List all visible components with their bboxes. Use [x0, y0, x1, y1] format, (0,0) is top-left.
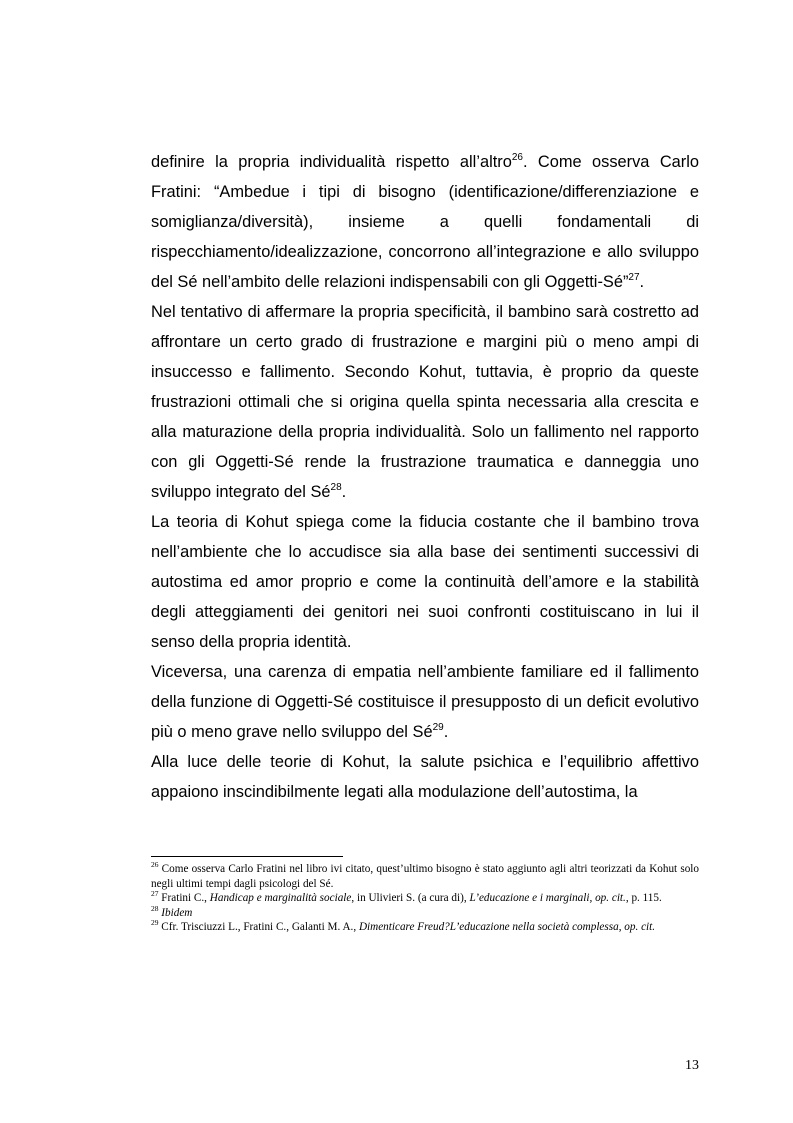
footnote-28: $^{28}$ Ibidem	[151, 903, 193, 919]
footnote-number: 26	[151, 860, 159, 869]
footnote-number: 27	[151, 889, 159, 898]
footnote-number: 29	[151, 918, 159, 927]
paragraph-3: La teoria di Kohut spiega come la fiducia costante che il bambino trova nell’ambiente che lo accudisce sia alla base dei sentimenti successivi di autostima ed amor proprio e come la continuità dell’amore e la stabilità degli atteggiamenti dei genitori nei suoi confronti costituiscano in lui il senso della propria identità.	[151, 513, 699, 651]
footnote-27: $^{27}$ Fratini C., Handicap e marginalità sociale, in Ulivieri S. (a cura di), L’educazione e i marginali, op. cit., p. 115.	[151, 889, 662, 904]
footnote-ref-28[interactable]: 28	[330, 482, 342, 493]
body-text	[151, 147, 699, 807]
footnote-number: 28	[151, 903, 159, 913]
footnote-separator	[151, 856, 343, 857]
footnote-ref-27[interactable]: 27	[628, 272, 640, 283]
paragraph-1: definire la propria individualità rispetto all’altro$^{26}$. Come osserva Carlo Fratini: “Ambedue i tipi di bisogno (identificazione/differenziazione e somiglianza/diversità), insieme a quelli fondamentali di rispecchiamento/idealizzazione, concorrono all’integrazione e allo sviluppo del Sé nell’ambito delle relazioni indispensabili con gli Oggetti-Sé”$^{27}$.	[151, 152, 699, 291]
footnotes	[151, 862, 699, 935]
page-number: 13	[685, 1058, 699, 1073]
footnote-ref-26[interactable]: 26	[511, 152, 523, 163]
paragraph-5: Alla luce delle teorie di Kohut, la salute psichica e l’equilibrio affettivo appaiono inscindibilmente legati alla modulazione dell’autostima, la	[151, 753, 699, 801]
footnote-26: $^{26}$ Come osserva Carlo Fratini nel libro ivi citato, quest’ultimo bisogno è stato aggiunto agli altri teorizzati da Kohut solo negli ultimi tempi dagli psicologi del Sé.	[151, 860, 699, 890]
footnote-ref-29[interactable]: 29	[432, 722, 444, 733]
paragraph-4: Viceversa, una carenza di empatia nell’ambiente familiare ed il fallimento della funzione di Oggetti-Sé costituisce il presupposto di un deficit evolutivo più o meno grave nello sviluppo del $Sé^{29}$.	[151, 663, 699, 741]
paragraph-2: Nel tentativo di affermare la propria specificità, il bambino sarà costretto ad affrontare un certo grado di frustrazione e margini più o meno ampi di insuccesso e fallimento. Secondo Kohut, tuttavia, è proprio da queste frustrazioni ottimali che si origina quella spinta necessaria alla crescita e alla maturazione della propria individualità. Solo un fallimento nel rapporto con gli Oggetti-Sé rende la frustrazione traumatica e danneggia uno sviluppo integrato del $Sé^{28}$.	[151, 303, 699, 501]
footnote-29: $^{29}$ Cfr. Trisciuzzi L., Fratini C., Galanti M. A., Dimenticare Freud?L’educazione nella società complessa, op. cit.	[151, 918, 656, 933]
